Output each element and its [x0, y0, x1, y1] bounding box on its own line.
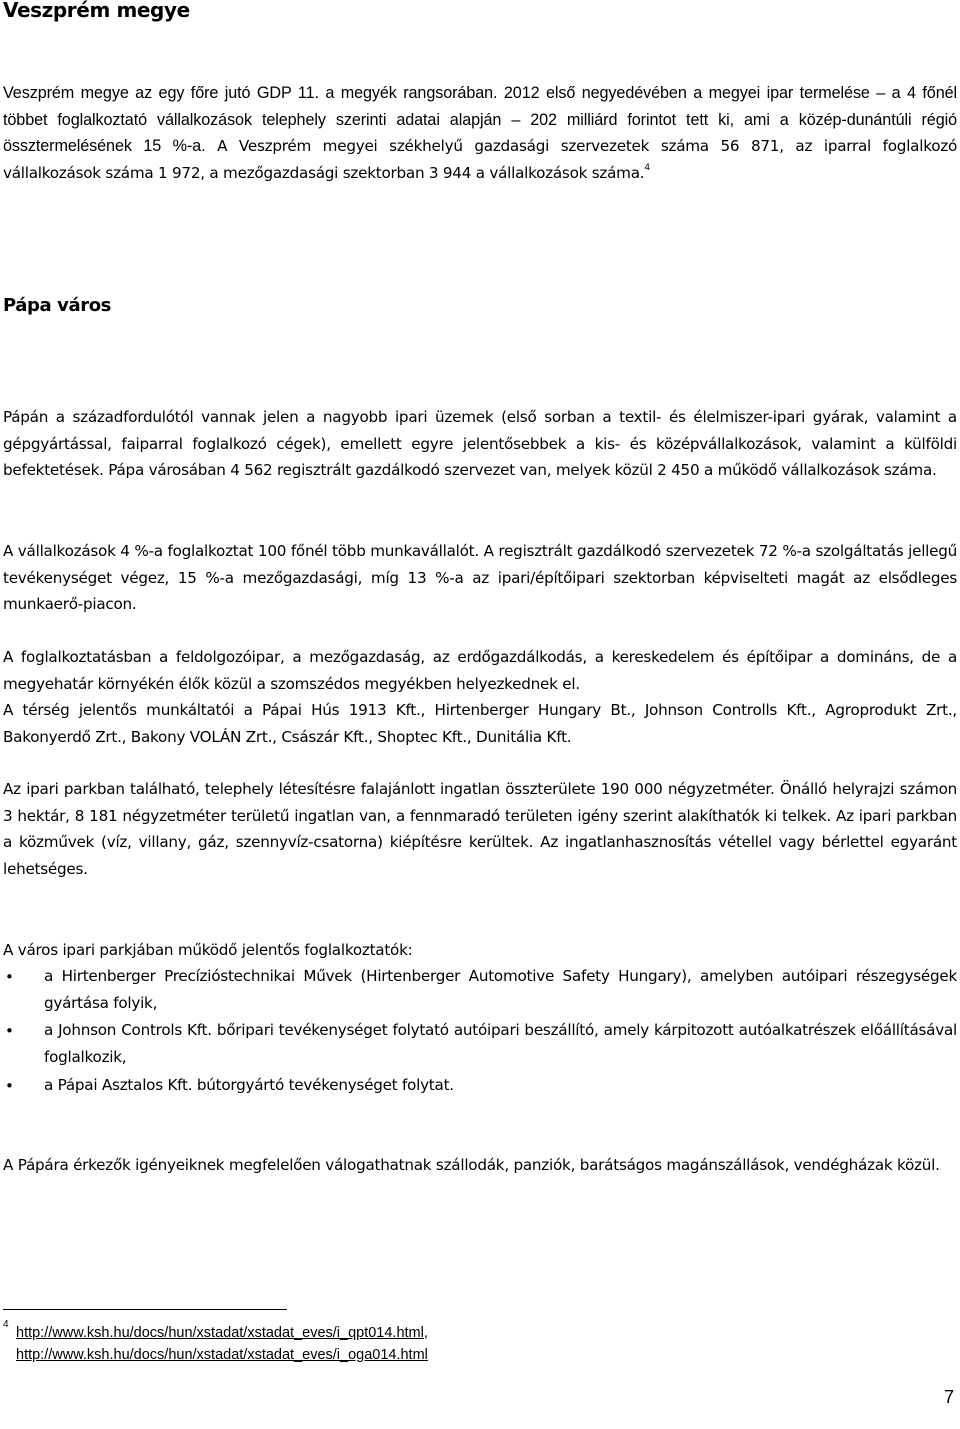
bullet-icon: • [5, 968, 14, 986]
list-item-text: a Johnson Controls Kft. bőripari tevékenységet folytató autóipari beszállító, amely kárpitozott autóalkatrészek előállításával foglalkozik, [44, 1021, 957, 1067]
footnote-separator: , [423, 1325, 428, 1341]
paragraph-veszprem-economy-part1: Veszprém megye az egy főre jutó GDP 11. a megyék rangsorában. 2012 első negyedévében a megyei ipar termelése – a 4 főnél többet foglalkoztató vállalkozások telephely szerinti adatai alapján – 202 milliárd forintot tett ki, ami a közép-dunántúli régió össztermelésének 15 %-a. [3, 84, 957, 156]
bullet-icon: • [5, 1076, 14, 1095]
list-item [3, 963, 957, 1016]
paragraph-papa-industry: Pápán a századfordulótól vannak jelen a nagyobb ipari üzemek (első sorban a textil- és élelmiszer-ipari gyárak, valamint a gépgyártással, faiparral foglalkozó cégek), emellett egyre jelentősebbek a kis- és középvállalkozások, valamint a külföldi befektetések. Pápa városában 4 562 regisztrált gazdálkodó szervezet van, melyek közül 2 450 a működő vállalkozások száma. [3, 408, 957, 480]
paragraph-papa-employment: A foglalkoztatásban a feldolgozóipar, a mezőgazdaság, az erdőgazdálkodás, a kereskedelem és építőipar a domináns, de a megyehatár környékén élők közül a szomszédos megyékben helyezkednek el. [3, 648, 957, 693]
list-item [3, 1017, 957, 1070]
paragraph-papa-enterprises: A vállalkozások 4 %-a foglalkoztat 100 főnél több munkavállalót. A regisztrált gazdálkodó szervezetek 72 %-a szolgáltatás jellegű tevékenységet végez, 15 %-a mezőgazdasági, míg 13 %-a az ipari/építőipari szektorban képviselteti magát az elsődleges munkaerő-piacon. [3, 542, 957, 614]
footnote-divider [3, 1309, 287, 1310]
footnote-link-qpt014[interactable]: http://www.ksh.hu/docs/hun/xstadat/xstadat_eves/i_qpt014.html [16, 1325, 424, 1341]
bullet-icon: • [5, 1022, 14, 1041]
paragraph-veszprem-economy [3, 80, 957, 187]
list-item [3, 1072, 957, 1099]
employers-list [3, 963, 957, 1099]
paragraph-park-employers-intro: A város ipari parkjában működő jelentős foglalkoztatók: [3, 941, 413, 959]
footnote-number: 4 [3, 1319, 9, 1330]
paragraph-veszprem-economy-part2: A Veszprém megyei székhelyű gazdasági szervezetek száma 56 871, az iparral foglalkozó vállalkozások száma 1 972, a mezőgazdasági szektorban 3 944 a vállalkozások száma. [3, 137, 958, 183]
list-item-text: a Hirtenberger Precízióstechnikai Művek (Hirtenberger Automotive Safety Hungary), amelyben autóipari részegységek gyártása folyik, [44, 967, 957, 1012]
section-heading-papa: Pápa város [3, 295, 111, 316]
list-item-text: a Pápai Asztalos Kft. bútorgyártó tevékenységet folytat. [44, 1075, 454, 1094]
paragraph-accommodation: A Pápára érkezők igényeiknek megfelelően válogathatnak szállodák, panziók, barátságos magánszállások, vendégházak közül. [3, 1156, 940, 1174]
footnote-links [16, 1322, 428, 1366]
section-heading-veszprem: Veszprém megye [3, 0, 190, 22]
paragraph-papa-employers: A térség jelentős munkáltatói a Pápai Hús 1913 Kft., Hirtenberger Hungary Bt., Johnson Controlls Kft., Agroprodukt Zrt., Bakonyerdő Zrt., Bakony VOLÁN Zrt., Császár Kft., Shoptec Kft., Dunitália Kft. [3, 701, 957, 746]
footnote-link-oga014[interactable]: http://www.ksh.hu/docs/hun/xstadat/xstadat_eves/i_oga014.html [16, 1347, 428, 1363]
page-number: 7 [943, 1387, 954, 1407]
paragraph-industrial-park: Az ipari parkban található, telephely létesítésre falajánlott ingatlan összterülete 190 000 négyzetméter. Önálló helyrajzi számon 3 hektár, 8 181 négyzetméter területű ingatlan van, a fennmaradó területen igény szerint alakíthatók ki telkek. Az ipari parkban a közművek (víz, villany, gáz, szennyvíz-csatorna) kiépítésre kerültek. Az ingatlanhasznosítás vétellel vagy bérlettel egyaránt lehetséges. [3, 780, 957, 879]
footnote-reference[interactable]: 4 [644, 163, 650, 174]
